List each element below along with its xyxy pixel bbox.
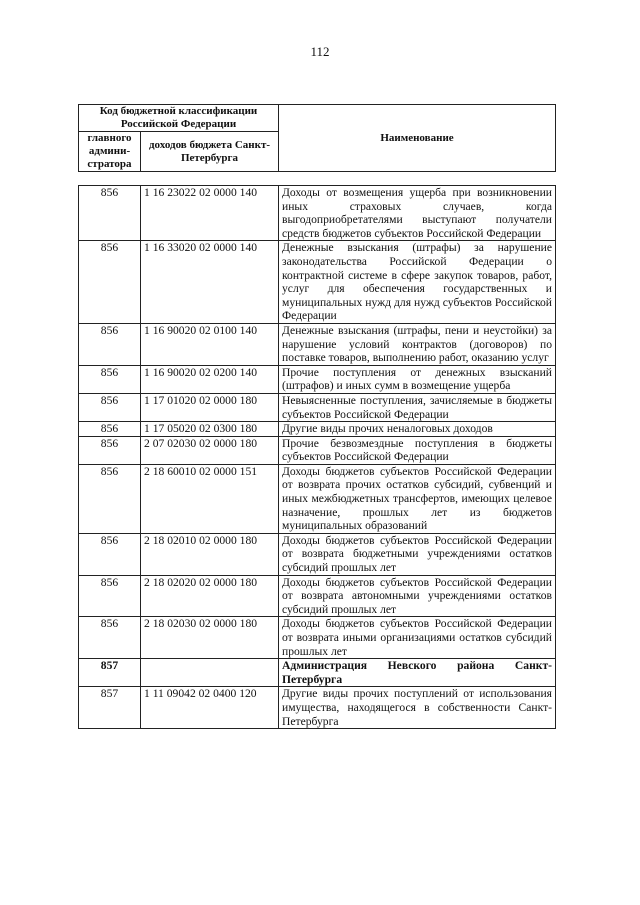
revenue-name-cell: Другие виды прочих неналоговых доходов (279, 422, 556, 437)
revenue-code-cell: 2 18 02030 02 0000 180 (141, 617, 279, 659)
revenue-name-cell: Денежные взыскания (штрафы) за нарушение законодательства Российской Федерации о контрактной системе в сфере закупок товаров, работ, услуг для обеспечения государственных и муниципальных нужд для нужд субъектов Российской Федерации (279, 241, 556, 324)
admin-code-cell: 857 (79, 659, 141, 687)
revenue-code-cell: 2 18 60010 02 0000 151 (141, 464, 279, 533)
admin-column-header: главного админи-стратора (79, 132, 141, 172)
revenue-name-cell: Прочие поступления от денежных взысканий (штрафов) и иных сумм в возмещение ущерба (279, 365, 556, 393)
table-row (79, 687, 556, 729)
table-row (79, 436, 556, 464)
revenue-name-cell: Доходы бюджетов субъектов Российской Федерации от возврата бюджетными учреждениями остатков субсидий прошлых лет (279, 533, 556, 575)
revenue-name-cell: Доходы от возмещения ущерба при возникновении иных страховых случаев, когда выгодоприобретателями выступают получатели средств бюджетов субъектов Российской Федерации (279, 186, 556, 241)
revenue-code-cell (141, 659, 279, 687)
revenue-code-cell: 1 11 09042 02 0400 120 (141, 687, 279, 729)
name-column-header: Наименование (279, 105, 556, 172)
revenue-code-cell: 1 16 90020 02 0100 140 (141, 323, 279, 365)
admin-code-cell: 856 (79, 186, 141, 241)
revenue-code-cell: 1 17 05020 02 0300 180 (141, 422, 279, 437)
admin-code-cell: 856 (79, 393, 141, 421)
budget-classification-header: Код бюджетной классификации Российской Федерации (79, 105, 279, 132)
table-row (79, 186, 556, 241)
admin-code-cell: 856 (79, 533, 141, 575)
admin-code-cell: 856 (79, 464, 141, 533)
revenue-name-cell: Прочие безвозмездные поступления в бюджеты субъектов Российской Федерации (279, 436, 556, 464)
admin-code-cell: 856 (79, 241, 141, 324)
table-row (79, 659, 556, 687)
revenue-name-cell: Администрация Невского района Санкт-Петербурга (279, 659, 556, 687)
header-table (78, 104, 556, 172)
revenue-code-cell: 1 17 01020 02 0000 180 (141, 393, 279, 421)
revenue-code-cell: 2 07 02030 02 0000 180 (141, 436, 279, 464)
table-row (79, 365, 556, 393)
admin-code-cell: 857 (79, 687, 141, 729)
revenue-name-cell: Денежные взыскания (штрафы, пени и неустойки) за нарушение условий контрактов (договоров) по поставке товаров, выполнению работ, оказанию услуг (279, 323, 556, 365)
revenue-code-cell: 2 18 02020 02 0000 180 (141, 575, 279, 617)
table-row (79, 464, 556, 533)
revenue-name-cell: Другие виды прочих поступлений от использования имущества, находящегося в собственности Санкт-Петербурга (279, 687, 556, 729)
table-row (79, 617, 556, 659)
revenue-code-cell: 1 16 23022 02 0000 140 (141, 186, 279, 241)
revenue-table (78, 185, 556, 729)
admin-code-cell: 856 (79, 575, 141, 617)
revenue-name-cell: Доходы бюджетов субъектов Российской Федерации от возврата прочих остатков субсидий, субвенций и иных межбюджетных трансфертов, имеющих целевое назначение, прошлых лет из бюджетов муниципальных образований (279, 464, 556, 533)
page-number: 112 (310, 44, 330, 59)
admin-code-cell: 856 (79, 617, 141, 659)
table-row (79, 323, 556, 365)
revenue-code-cell: 1 16 90020 02 0200 140 (141, 365, 279, 393)
admin-code-cell: 856 (79, 422, 141, 437)
table-row (79, 393, 556, 421)
admin-code-cell: 856 (79, 323, 141, 365)
revenue-name-cell: Доходы бюджетов субъектов Российской Федерации от возврата иными организациями остатков субсидий прошлых лет (279, 617, 556, 659)
table-row (79, 533, 556, 575)
revenue-code-cell: 1 16 33020 02 0000 140 (141, 241, 279, 324)
admin-code-cell: 856 (79, 365, 141, 393)
table-row (79, 241, 556, 324)
revenue-name-cell: Невыясненные поступления, зачисляемые в бюджеты субъектов Российской Федерации (279, 393, 556, 421)
revenue-name-cell: Доходы бюджетов субъектов Российской Федерации от возврата автономными учреждениями остатков субсидий прошлых лет (279, 575, 556, 617)
code-column-header: доходов бюджета Санкт-Петербурга (141, 132, 279, 172)
admin-code-cell: 856 (79, 436, 141, 464)
table-row (79, 575, 556, 617)
table-row (79, 422, 556, 437)
revenue-code-cell: 2 18 02010 02 0000 180 (141, 533, 279, 575)
